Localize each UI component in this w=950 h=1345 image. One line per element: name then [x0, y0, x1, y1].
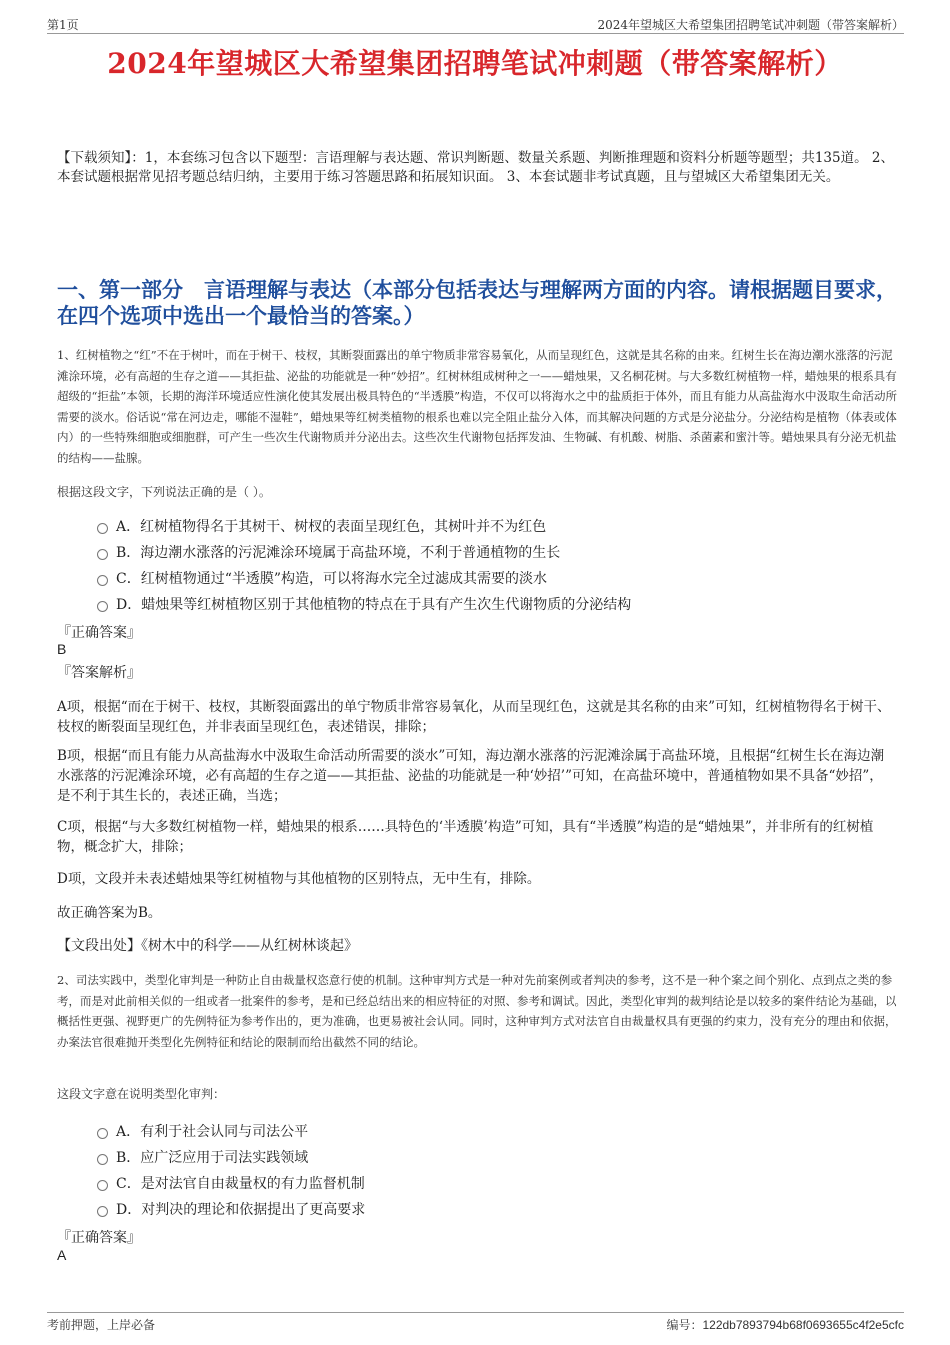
footer-code — [666, 1316, 904, 1333]
question-2-prompt: 这段文字意在说明类型化审判： — [57, 1087, 226, 1101]
radio-icon[interactable] — [97, 601, 108, 612]
question-2-option-c[interactable] — [97, 1171, 877, 1197]
option-label: A．红树植物得名于其树干、树杈的表面呈现红色，其树叶并不为红色 — [116, 519, 547, 535]
radio-icon[interactable] — [97, 549, 108, 560]
question-1-option-a[interactable] — [97, 514, 877, 540]
radio-icon[interactable] — [97, 523, 108, 534]
footer-code-label: 编号： — [666, 1318, 703, 1332]
analysis-d: D项，文段并未表述蜡烛果等红树植物与其他植物的区别特点，无中生有，排除。 — [57, 871, 541, 887]
question-2-option-a[interactable] — [97, 1119, 877, 1145]
footer-slogan: 考前押题，上岸必备 — [47, 1318, 156, 1332]
question-1-option-c[interactable] — [97, 566, 877, 592]
option-label: D．对判决的理论和依据提出了更高要求 — [116, 1202, 366, 1218]
option-label: A．有利于社会认同与司法公平 — [116, 1124, 309, 1140]
option-label: B．海边潮水涨落的污泥滩涂环境属于高盐环境，不利于普通植物的生长 — [116, 545, 561, 561]
question-1-answer-tag: 『正确答案』 — [57, 625, 141, 641]
radio-icon[interactable] — [97, 1154, 108, 1165]
page-footer — [47, 1312, 904, 1332]
section-heading: 一、第一部分 言语理解与表达（本部分包括表达与理解两方面的内容。请根据题目要求，在四个选项中选出一个最恰当的答案。） — [57, 277, 897, 328]
option-label: C．红树植物通过“半透膜”构造，可以将海水完全过滤成其需要的淡水 — [116, 571, 548, 587]
question-2-option-b[interactable] — [97, 1145, 877, 1171]
question-2-option-d[interactable] — [97, 1197, 877, 1223]
radio-icon[interactable] — [97, 1180, 108, 1191]
page-number: 第1页 — [47, 18, 79, 32]
document-title: 2024年望城区大希望集团招聘笔试冲刺题（带答案解析） — [107, 47, 843, 80]
download-notice: 【下载须知】：1，本套练习包含以下题型：言语理解与表达题、常识判断题、数量关系题、判断推理题和资料分析题等题型；共135道。 2、本套试题根据常见招考题总结归纳，主要用于练习答题思路和拓展知识面。 3、本套试题非考试真题，且与望城区大希望集团无关。 — [57, 150, 894, 185]
question-1-analysis-tag: 『答案解析』 — [57, 665, 141, 681]
question-1-answer: B — [57, 641, 67, 657]
question-2-answer-tag: 『正确答案』 — [57, 1230, 141, 1246]
question-1-prompt: 根据这段文字，下列说法正确的是（ ）。 — [57, 485, 271, 499]
footer-code-value: 122db7893794b68f0693655c4f2e5cfc — [702, 1318, 904, 1332]
analysis-b: B项，根据“而且有能力从高盐海水中汲取生命活动所需要的淡水”可知，海边潮水涨落的污泥滩涂属于高盐环境，且根据“红树生长在海边潮水涨落的污泥滩涂环境，必有高超的生存之道——其拒盐、泌盐的功能就是一种‘妙招’”可知，在高盐环境中，普通植物如果不具备“妙招”，是不利于其生长的，表述正确，当选； — [57, 748, 885, 804]
question-1-passage: 1、红树植物之“红”不在于树叶，而在于树干、枝杈，其断裂面露出的单宁物质非常容易氧化，从而呈现红色，这就是其名称的由来。红树生长在海边潮水涨落的污泥滩涂环境，必有高超的生存之道——其拒盐、泌盐的功能就是一种“妙招”。红树林组成树种之一——蜡烛果，又名桐花树。与大多数红树植物一样，蜡烛果的根系具有超级的“拒盐”本领，长期的海洋环境适应性演化使其发展出极具特色的“半透膜”构造，不仅可以将海水之中的盐质拒于体外，而且有能力从高盐海水中汲取生命活动所需要的淡水。俗话说“常在河边走，哪能不湿鞋”，蜡烛果等红树类植物的根系也难以完全阻止盐分入体，而其解决问题的方式是分泌盐分。分泌结构是植物（体表或体内）的一些特殊细胞或细胞群，可产生一些次生代谢物质并分泌出去。这些次生代谢物包括挥发油、生物碱、有机酸、树脂、杀菌素和蜜汁等。蜡烛果具有分泌无机盐的结构——盐腺。 — [57, 348, 898, 465]
option-label: C．是对法官自由裁量权的有力监督机制 — [116, 1176, 365, 1192]
question-1-option-d[interactable] — [97, 592, 877, 618]
analysis-a: A项，根据“而在于树干、枝杈，其断裂面露出的单宁物质非常容易氧化，从而呈现红色，这就是其名称的由来”可知，红树植物得名于树干、枝杈的断裂面呈现红色，并非表面呈现红色，表述错误，排除； — [57, 699, 891, 735]
header-doc-title: 2024年望城区大希望集团招聘笔试冲刺题（带答案解析） — [597, 18, 904, 32]
question-2-options — [97, 1119, 877, 1223]
radio-icon[interactable] — [97, 1206, 108, 1217]
running-header — [47, 14, 904, 34]
question-2-passage: 2、司法实践中，类型化审判是一种防止自由裁量权恣意行使的机制。这种审判方式是一种对先前案例或者判决的参考，这不是一种个案之间个别化、点到点之类的参考，而是对此前相关似的一组或者一批案件的参考，是和已经总结出来的相应特征的对照、参考和调试。因此，类型化审判的裁判结论是以较多的案件结论为基础，以概括性更强、视野更广的先例特征为参考作出的，更为准确，也更易被社会认同。同时，这种审判方式对法官自由裁量权具有更强的约束力，没有充分的理由和依据，办案法官很难抛开类型化先例特征和结论的限制而给出截然不同的结论。 — [57, 973, 897, 1049]
question-2-answer: A — [57, 1247, 67, 1263]
analysis-conclusion: 故正确答案为B。 — [57, 905, 162, 921]
question-1-option-b[interactable] — [97, 540, 877, 566]
option-label: B．应广泛应用于司法实践领域 — [116, 1150, 309, 1166]
option-label: D．蜡烛果等红树植物区别于其他植物的特点在于具有产生次生代谢物质的分泌结构 — [116, 597, 632, 613]
passage-source: 【文段出处】《树木中的科学——从红树林谈起》 — [57, 938, 358, 954]
question-1-options — [97, 514, 877, 618]
radio-icon[interactable] — [97, 575, 108, 586]
analysis-c: C项，根据“与大多数红树植物一样，蜡烛果的根系……具特色的‘半透膜’构造”可知，具有“半透膜”构造的是“蜡烛果”，并非所有的红树植物，概念扩大，排除； — [57, 819, 874, 855]
radio-icon[interactable] — [97, 1128, 108, 1139]
